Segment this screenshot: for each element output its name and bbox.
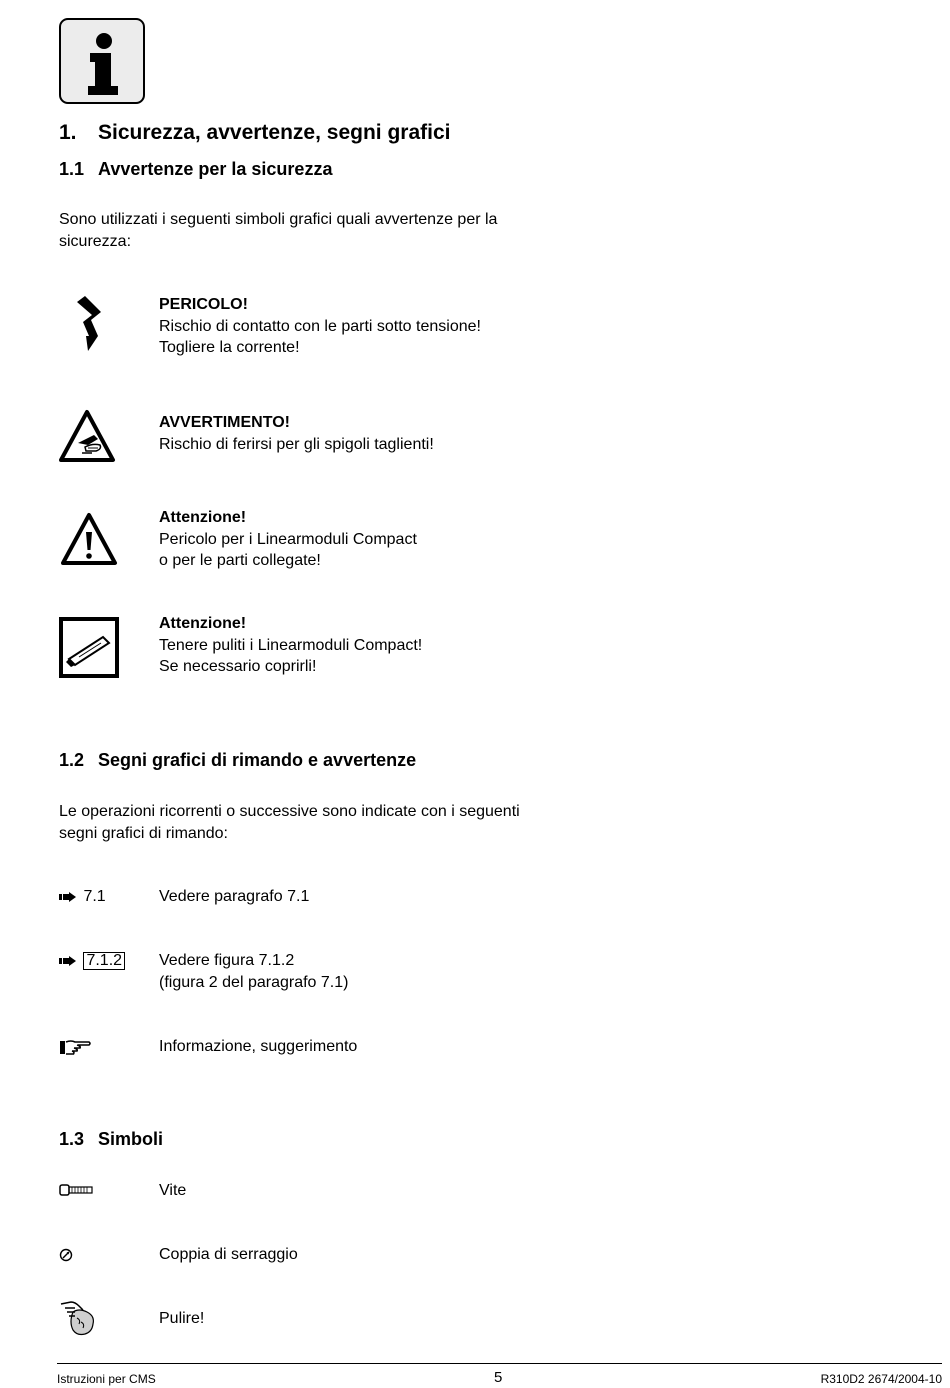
warning-text: o per le parti collegate!: [159, 552, 321, 569]
symbol-label: Vite: [159, 1182, 187, 1199]
warning-text: Rischio di ferirsi per gli spigoli taglienti!: [159, 435, 434, 453]
subsection-heading-1-3: [59, 1129, 163, 1150]
section-heading: [59, 121, 451, 145]
warning-text: Togliere la corrente!: [159, 339, 300, 356]
document-code: R310D2 2674/2004-10: [820, 1372, 942, 1386]
reference-label: 7.1: [83, 888, 106, 905]
subsection-title: Avvertenze per la sicurezza: [98, 159, 333, 179]
reference-description: [159, 886, 309, 908]
symbol-label: Pulire!: [159, 1310, 205, 1327]
warning-heading: AVVERTIMENTO!: [159, 414, 290, 431]
reference-text: Informazione, suggerimento: [159, 1038, 358, 1055]
warning-text: Pericolo per i Linearmoduli Compact: [159, 530, 417, 548]
subsection-number: 1.3: [59, 1129, 85, 1149]
lightning-bolt-icon: [74, 296, 104, 352]
torque-icon: [59, 1248, 73, 1262]
subsection-number: 1.1: [59, 159, 85, 179]
figure-reference-marker: [59, 950, 125, 972]
cut-hand-warning-icon: [58, 409, 116, 463]
reference-text: (figura 2 del paragrafo 7.1): [159, 973, 349, 991]
screw-icon: [59, 1184, 93, 1196]
page-number: 5: [494, 1369, 503, 1386]
intro-line: Le operazioni ricorrenti o successive sono indicate con i seguenti: [59, 803, 520, 820]
reference-text: Vedere figura 7.1.2: [159, 952, 295, 969]
arrow-right-icon: [59, 892, 76, 902]
reference-description: [159, 1036, 357, 1058]
section-title: Sicurezza, avvertenze, segni grafici: [98, 121, 451, 144]
warning-text: Tenere puliti i Linearmoduli Compact!: [159, 636, 423, 654]
exclamation-triangle-icon: [60, 512, 118, 566]
intro-line: sicurezza:: [59, 232, 132, 250]
warning-heading: Attenzione!: [159, 615, 247, 632]
footer-rule: [57, 1363, 942, 1364]
warning-sharp-edges: [159, 412, 434, 455]
subsection-number: 1.2: [59, 750, 85, 770]
linear-module-icon: [59, 617, 119, 678]
warning-heading: Attenzione!: [159, 509, 247, 526]
warning-caution-module: [159, 507, 417, 572]
intro-line: segni grafici di rimando:: [59, 824, 228, 842]
figure-reference-label: 7.1.2: [83, 952, 125, 970]
reference-text: Vedere paragrafo 7.1: [159, 888, 310, 905]
reference-marker: [59, 886, 106, 908]
section-number: 1.: [59, 121, 77, 144]
info-icon: [59, 18, 145, 104]
intro-line: Sono utilizzati i seguenti simboli grafici quali avvertenze per la: [59, 211, 498, 228]
subsection-title: Segni grafici di rimando e avvertenze: [98, 750, 417, 770]
arrow-right-icon: [59, 956, 76, 966]
cleaning-hand-icon: [59, 1298, 99, 1338]
intro-paragraph: [59, 209, 497, 252]
warning-text: Se necessario coprirli!: [159, 658, 317, 675]
symbol-label: Coppia di serraggio: [159, 1246, 298, 1263]
intro-paragraph: [59, 801, 520, 844]
subsection-heading-1-1: [59, 159, 332, 180]
footer-title: Istruzioni per CMS: [57, 1372, 156, 1386]
pointing-hand-icon: [59, 1038, 91, 1056]
warning-text: Rischio di contatto con le parti sotto tensione!: [159, 317, 481, 335]
warning-heading: PERICOLO!: [159, 296, 248, 313]
subsection-title: Simboli: [98, 1129, 164, 1149]
warning-keep-clean: [159, 613, 422, 678]
subsection-heading-1-2: [59, 750, 416, 771]
warning-danger: [159, 294, 481, 359]
reference-description: [159, 950, 348, 993]
